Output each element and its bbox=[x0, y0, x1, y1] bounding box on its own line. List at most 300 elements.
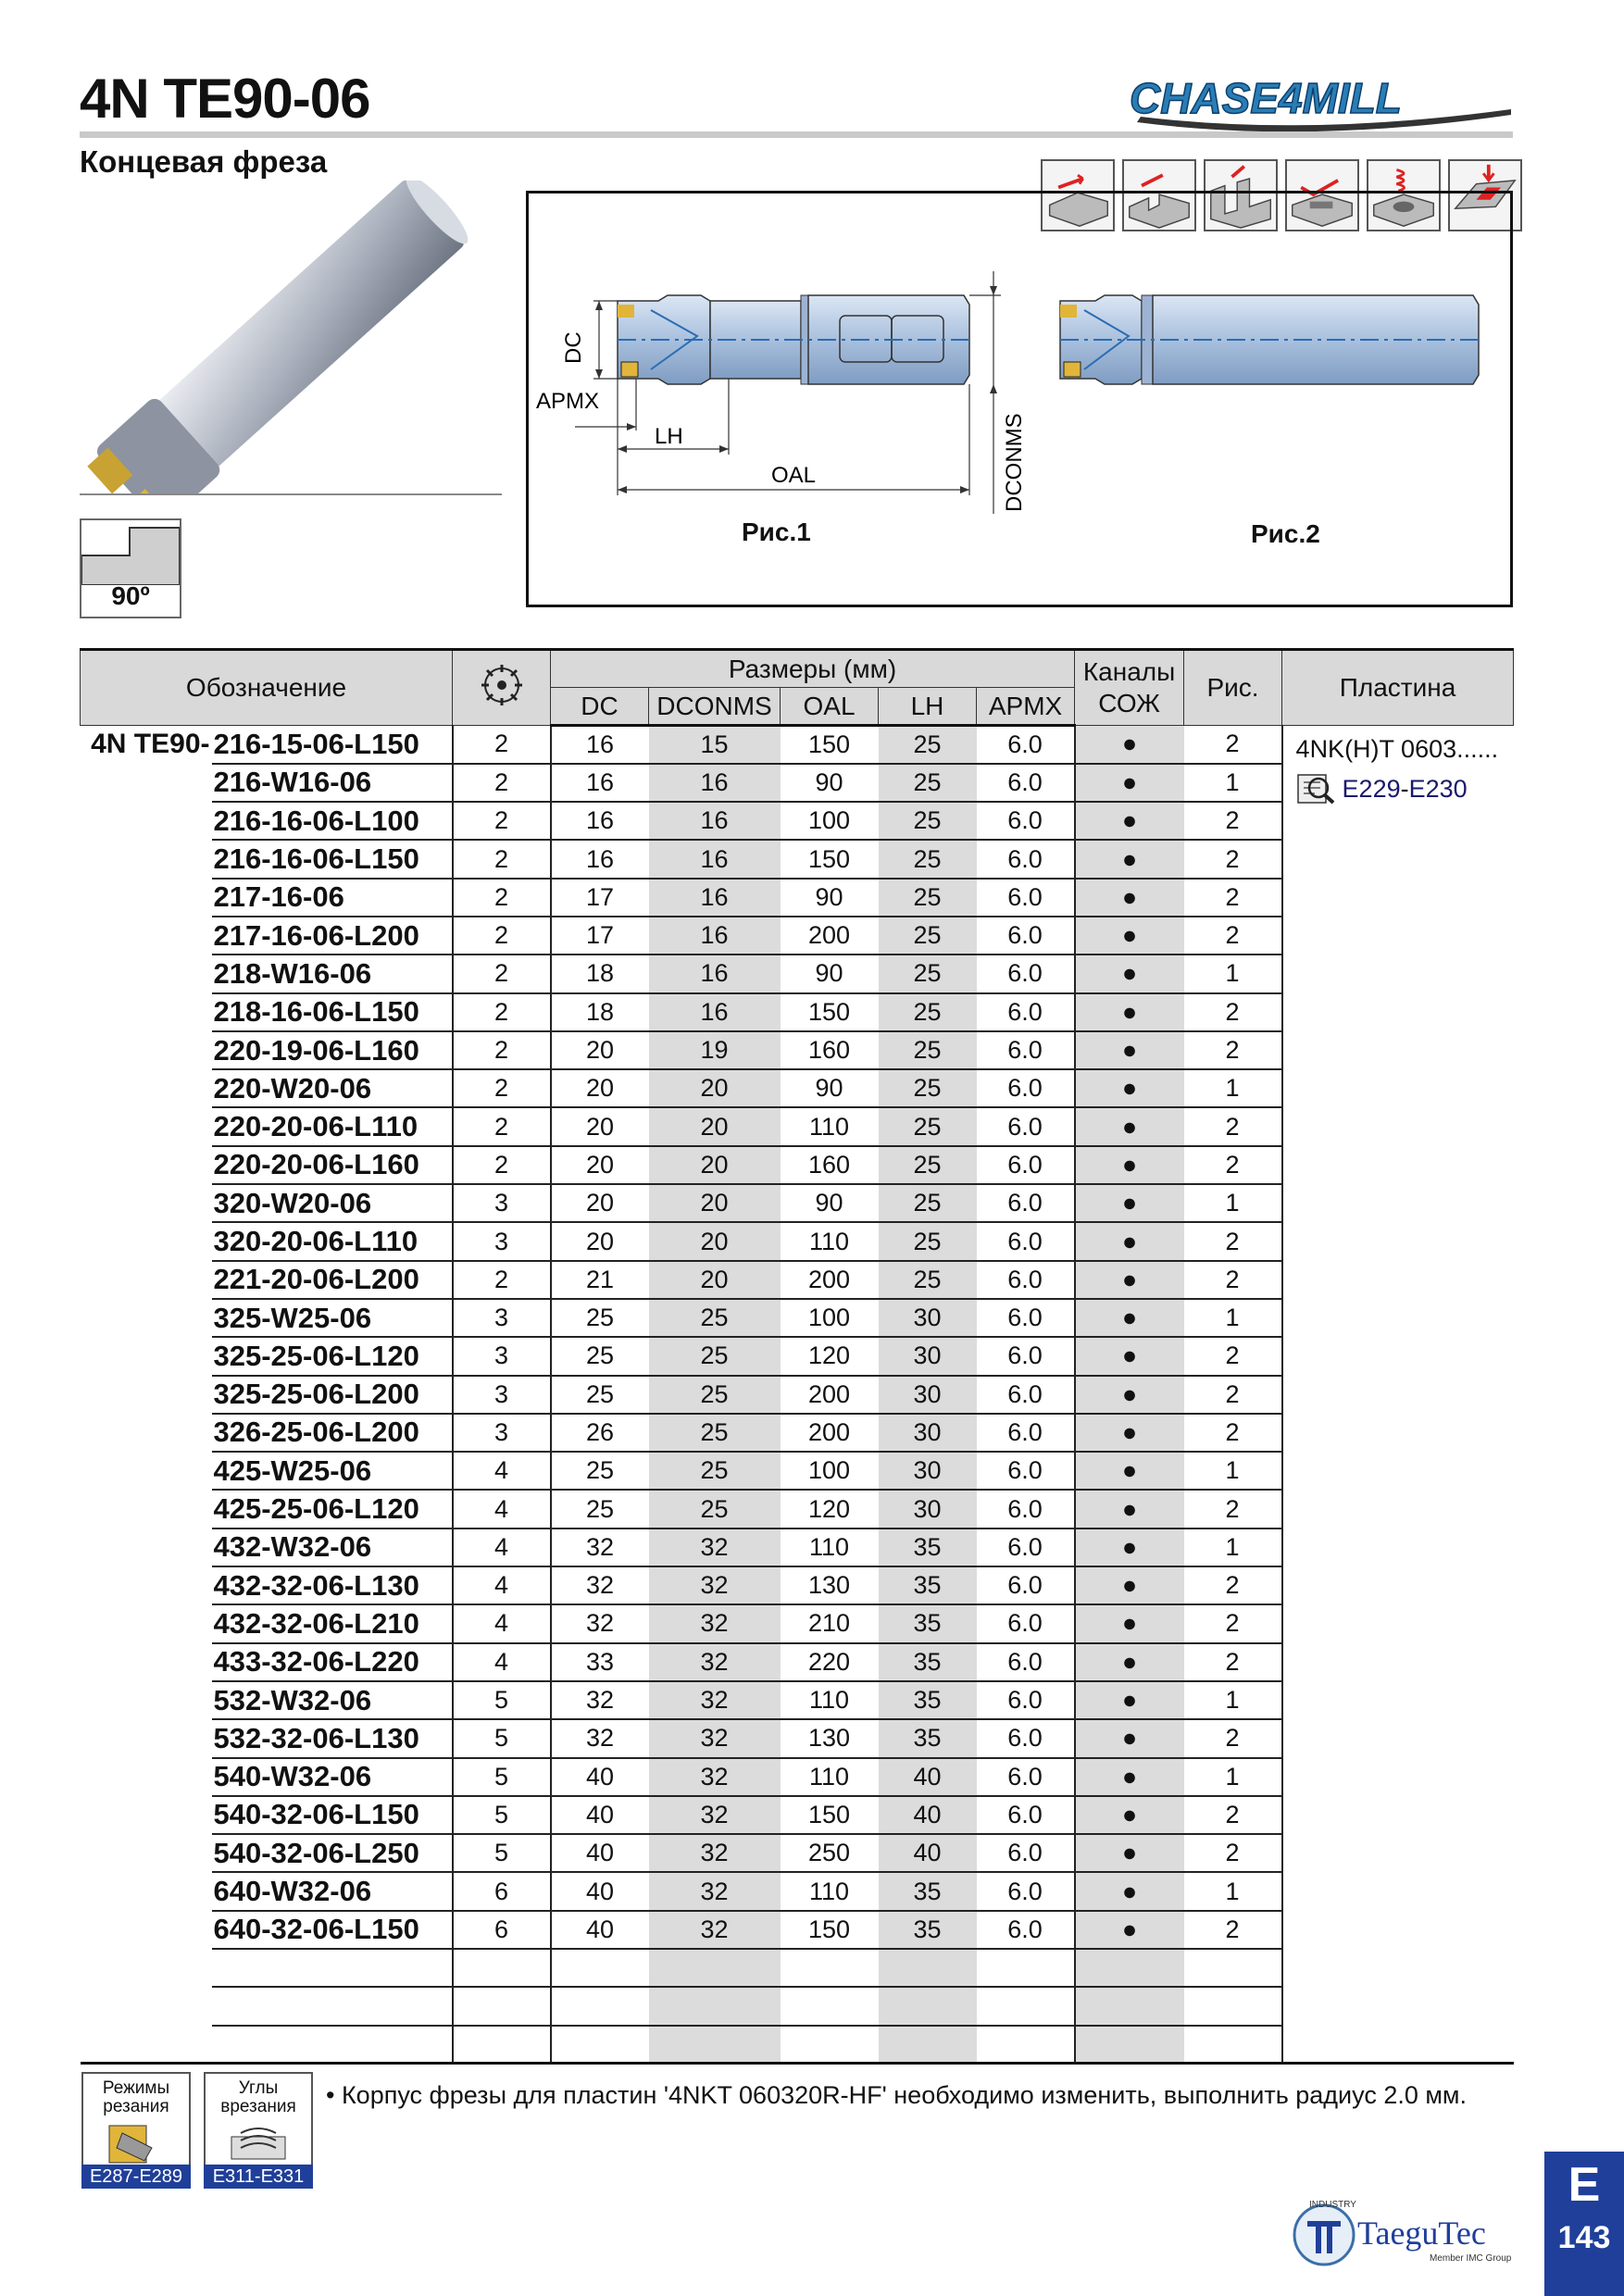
lh-cell: 25 bbox=[879, 1184, 977, 1222]
lh-cell: 35 bbox=[879, 1604, 977, 1642]
dc-cell: 40 bbox=[551, 1796, 649, 1834]
designation-code: 220-20-06-L110 bbox=[212, 1107, 453, 1145]
lh-cell: 35 bbox=[879, 1529, 977, 1566]
oal-cell: 160 bbox=[781, 1031, 879, 1069]
flutes-cell: 2 bbox=[453, 917, 551, 955]
fig-cell: 2 bbox=[1184, 802, 1282, 840]
designation-code: 216-15-06-L150 bbox=[212, 726, 453, 764]
oal-cell: 100 bbox=[781, 1299, 879, 1337]
page-title: 4N TE90-06 bbox=[80, 68, 370, 130]
flutes-cell bbox=[453, 2026, 551, 2064]
oal-cell: 150 bbox=[781, 1796, 879, 1834]
flutes-cell: 3 bbox=[453, 1222, 551, 1260]
fig-cell: 2 bbox=[1184, 1643, 1282, 1681]
title-divider bbox=[80, 131, 1513, 138]
designation-code: 216-W16-06 bbox=[212, 764, 453, 802]
oal-cell: 90 bbox=[781, 1069, 879, 1107]
fig-cell bbox=[1184, 1987, 1282, 2025]
designation-code: 320-20-06-L110 bbox=[212, 1222, 453, 1260]
col-flutes bbox=[453, 650, 551, 726]
dc-cell: 20 bbox=[551, 1146, 649, 1184]
cutting-data-label: Режимы резания bbox=[102, 2078, 170, 2116]
flutes-cell: 2 bbox=[453, 1031, 551, 1069]
dconms-cell: 32 bbox=[649, 1911, 781, 1949]
fig-cell: 2 bbox=[1184, 1031, 1282, 1069]
dconms-cell: 32 bbox=[649, 1529, 781, 1566]
designation-code bbox=[212, 1949, 453, 1987]
flutes-cell: 2 bbox=[453, 840, 551, 878]
designation-prefix bbox=[81, 917, 212, 955]
coolant-cell bbox=[1075, 2026, 1184, 2064]
flutes-cell bbox=[453, 1949, 551, 1987]
oal-cell: 130 bbox=[781, 1719, 879, 1757]
dc-cell: 16 bbox=[551, 840, 649, 878]
lh-cell: 30 bbox=[879, 1490, 977, 1528]
flutes-cell: 2 bbox=[453, 879, 551, 917]
fig-cell: 2 bbox=[1184, 726, 1282, 764]
dconms-cell: 16 bbox=[649, 764, 781, 802]
fig1-label: Рис.1 bbox=[742, 518, 811, 546]
dc-cell: 32 bbox=[551, 1566, 649, 1604]
dc-cell: 18 bbox=[551, 993, 649, 1031]
designation-prefix: 4N TE90- bbox=[91, 729, 210, 760]
fig-cell bbox=[1184, 1949, 1282, 1987]
designation-prefix bbox=[81, 1107, 212, 1145]
apmx-cell: 6.0 bbox=[977, 1452, 1075, 1490]
oal-cell: 150 bbox=[781, 1911, 879, 1949]
designation-code bbox=[212, 2026, 453, 2064]
lh-cell: 35 bbox=[879, 1643, 977, 1681]
col-lh: LH bbox=[879, 688, 977, 726]
angle-90-icon bbox=[81, 520, 180, 585]
footnote: • Корпус фрезы для пластин '4NKT 060320R-HF' необходимо изменить, выполнить радиус 2.0 мм. bbox=[326, 2081, 1467, 2109]
dconms-cell: 20 bbox=[649, 1146, 781, 1184]
lh-cell: 25 bbox=[879, 993, 977, 1031]
fig-cell: 2 bbox=[1184, 1261, 1282, 1299]
designation-code: 220-W20-06 bbox=[212, 1069, 453, 1107]
apmx-cell: 6.0 bbox=[977, 1337, 1075, 1375]
lh-cell: 30 bbox=[879, 1414, 977, 1452]
apmx-cell: 6.0 bbox=[977, 1604, 1075, 1642]
coolant-cell: ● bbox=[1075, 1872, 1184, 1910]
coolant-cell: ● bbox=[1075, 955, 1184, 992]
fig-cell: 2 bbox=[1184, 1719, 1282, 1757]
flutes-cell: 3 bbox=[453, 1299, 551, 1337]
designation-code: 325-W25-06 bbox=[212, 1299, 453, 1337]
flutes-cell: 3 bbox=[453, 1414, 551, 1452]
photo-divider bbox=[80, 493, 502, 495]
dc-cell: 16 bbox=[551, 802, 649, 840]
taegutec-logo bbox=[1291, 2196, 1526, 2270]
apmx-cell: 6.0 bbox=[977, 993, 1075, 1031]
dc-cell: 18 bbox=[551, 955, 649, 992]
dconms-cell: 15 bbox=[649, 726, 781, 764]
apmx-cell: 6.0 bbox=[977, 1643, 1075, 1681]
lh-cell: 25 bbox=[879, 1069, 977, 1107]
lh-cell: 40 bbox=[879, 1758, 977, 1796]
coolant-cell: ● bbox=[1075, 1604, 1184, 1642]
coolant-cell: ● bbox=[1075, 1069, 1184, 1107]
oal-cell: 90 bbox=[781, 955, 879, 992]
dconms-cell: 32 bbox=[649, 1796, 781, 1834]
oal-cell: 160 bbox=[781, 1146, 879, 1184]
flutes-cell: 4 bbox=[453, 1490, 551, 1528]
lh-cell: 25 bbox=[879, 1261, 977, 1299]
apmx-cell: 6.0 bbox=[977, 1222, 1075, 1260]
lh-cell: 40 bbox=[879, 1796, 977, 1834]
flutes-cell: 4 bbox=[453, 1643, 551, 1681]
dim-dc-label: DC bbox=[561, 331, 586, 364]
designation-code: 640-32-06-L150 bbox=[212, 1911, 453, 1949]
table-header-row-1 bbox=[81, 650, 1514, 688]
flutes-cell: 5 bbox=[453, 1834, 551, 1872]
fig-cell: 2 bbox=[1184, 1604, 1282, 1642]
fig-cell: 2 bbox=[1184, 840, 1282, 878]
apmx-cell: 6.0 bbox=[977, 802, 1075, 840]
coolant-cell: ● bbox=[1075, 1796, 1184, 1834]
insert-name: 4NK(H)T 0603...... bbox=[1295, 735, 1499, 763]
apmx-cell: 6.0 bbox=[977, 1031, 1075, 1069]
oal-cell: 110 bbox=[781, 1222, 879, 1260]
designation-code: 320-W20-06 bbox=[212, 1184, 453, 1222]
oal-cell: 90 bbox=[781, 764, 879, 802]
oal-cell: 120 bbox=[781, 1337, 879, 1375]
dconms-cell: 16 bbox=[649, 917, 781, 955]
dconms-cell: 16 bbox=[649, 955, 781, 992]
apmx-cell: 6.0 bbox=[977, 955, 1075, 992]
flutes-cell: 6 bbox=[453, 1911, 551, 1949]
apmx-cell: 6.0 bbox=[977, 1911, 1075, 1949]
apmx-cell: 6.0 bbox=[977, 1261, 1075, 1299]
oal-cell: 110 bbox=[781, 1758, 879, 1796]
oal-cell: 200 bbox=[781, 1414, 879, 1452]
lh-cell: 30 bbox=[879, 1337, 977, 1375]
dconms-cell: 32 bbox=[649, 1719, 781, 1757]
dconms-cell: 32 bbox=[649, 1834, 781, 1872]
designation-prefix bbox=[81, 1949, 212, 1987]
dc-cell: 25 bbox=[551, 1337, 649, 1375]
specifications-table bbox=[80, 648, 1514, 2065]
designation-prefix bbox=[81, 1337, 212, 1375]
dim-apmx-label: APMX bbox=[536, 389, 600, 414]
table-row bbox=[81, 726, 1514, 764]
dconms-cell: 25 bbox=[649, 1452, 781, 1490]
apmx-cell: 6.0 bbox=[977, 1414, 1075, 1452]
lh-cell: 25 bbox=[879, 1031, 977, 1069]
designation-prefix bbox=[81, 1261, 212, 1299]
dc-cell: 20 bbox=[551, 1222, 649, 1260]
dc-cell: 17 bbox=[551, 917, 649, 955]
coolant-cell: ● bbox=[1075, 917, 1184, 955]
oal-cell bbox=[781, 2026, 879, 2064]
flutes-cell: 2 bbox=[453, 764, 551, 802]
apmx-cell bbox=[977, 2026, 1075, 2064]
apmx-cell: 6.0 bbox=[977, 1299, 1075, 1337]
designation-prefix bbox=[81, 1452, 212, 1490]
insert-cell bbox=[1282, 726, 1514, 2064]
designation-code: 326-25-06-L200 bbox=[212, 1414, 453, 1452]
dconms-cell: 20 bbox=[649, 1184, 781, 1222]
oal-cell: 100 bbox=[781, 802, 879, 840]
designation-prefix bbox=[81, 1376, 212, 1414]
fig-cell: 1 bbox=[1184, 1184, 1282, 1222]
designation-code: 218-16-06-L150 bbox=[212, 993, 453, 1031]
dimension-drawing-frame bbox=[526, 191, 1513, 607]
flutes-cell: 2 bbox=[453, 993, 551, 1031]
flutes-cell: 2 bbox=[453, 726, 551, 764]
oal-cell: 150 bbox=[781, 840, 879, 878]
designation-code: 216-16-06-L150 bbox=[212, 840, 453, 878]
coolant-cell: ● bbox=[1075, 1261, 1184, 1299]
apmx-cell: 6.0 bbox=[977, 1566, 1075, 1604]
lh-cell: 35 bbox=[879, 1719, 977, 1757]
oal-cell: 200 bbox=[781, 1261, 879, 1299]
oal-cell: 220 bbox=[781, 1643, 879, 1681]
designation-code: 432-32-06-L130 bbox=[212, 1566, 453, 1604]
dc-cell: 40 bbox=[551, 1911, 649, 1949]
flutes-cell: 2 bbox=[453, 802, 551, 840]
oal-cell: 110 bbox=[781, 1529, 879, 1566]
apmx-cell: 6.0 bbox=[977, 1184, 1075, 1222]
coolant-cell: ● bbox=[1075, 1911, 1184, 1949]
flutes-cell: 3 bbox=[453, 1337, 551, 1375]
logo-text: CHASE4MILL bbox=[1130, 74, 1402, 122]
dconms-cell: 16 bbox=[649, 993, 781, 1031]
col-dconms: DCONMS bbox=[649, 688, 781, 726]
dc-cell: 25 bbox=[551, 1299, 649, 1337]
designation-code: 220-20-06-L160 bbox=[212, 1146, 453, 1184]
lh-cell: 35 bbox=[879, 1681, 977, 1719]
apmx-cell: 6.0 bbox=[977, 1529, 1075, 1566]
dconms-cell: 19 bbox=[649, 1031, 781, 1069]
flutes-cell: 4 bbox=[453, 1604, 551, 1642]
dconms-cell: 20 bbox=[649, 1261, 781, 1299]
oal-cell: 200 bbox=[781, 1376, 879, 1414]
fig-cell: 2 bbox=[1184, 1337, 1282, 1375]
fig-cell: 2 bbox=[1184, 1834, 1282, 1872]
lh-cell: 40 bbox=[879, 1834, 977, 1872]
lh-cell: 25 bbox=[879, 879, 977, 917]
col-sizes: Размеры (мм) bbox=[551, 650, 1075, 688]
dc-cell: 17 bbox=[551, 879, 649, 917]
insert-ref-sep: - bbox=[1400, 774, 1409, 803]
dconms-cell: 32 bbox=[649, 1872, 781, 1910]
designation-code: 216-16-06-L100 bbox=[212, 802, 453, 840]
brand-top-text: INDUSTRY bbox=[1309, 2200, 1356, 2210]
page-number: 143 bbox=[1557, 2220, 1611, 2255]
coolant-cell bbox=[1075, 1949, 1184, 1987]
designation-prefix bbox=[81, 1222, 212, 1260]
insert-reference[interactable] bbox=[1296, 771, 1514, 806]
fig-cell: 2 bbox=[1184, 993, 1282, 1031]
dc-cell: 25 bbox=[551, 1452, 649, 1490]
lh-cell bbox=[879, 1949, 977, 1987]
lh-cell: 25 bbox=[879, 917, 977, 955]
designation-prefix bbox=[81, 1643, 212, 1681]
table-body bbox=[81, 726, 1514, 2064]
flutes-cell: 2 bbox=[453, 1107, 551, 1145]
designation-code: 425-W25-06 bbox=[212, 1452, 453, 1490]
lh-cell: 25 bbox=[879, 840, 977, 878]
designation-prefix bbox=[81, 1719, 212, 1757]
dc-cell: 21 bbox=[551, 1261, 649, 1299]
designation-code: 540-W32-06 bbox=[212, 1758, 453, 1796]
col-coolant: Каналы СОЖ bbox=[1075, 650, 1184, 726]
brand-sub-text: Member IMC Group bbox=[1430, 2253, 1512, 2264]
oal-cell: 200 bbox=[781, 917, 879, 955]
flutes-cell: 4 bbox=[453, 1566, 551, 1604]
fig-cell: 1 bbox=[1184, 955, 1282, 992]
coolant-cell: ● bbox=[1075, 1299, 1184, 1337]
dc-cell: 40 bbox=[551, 1834, 649, 1872]
ramping-angles-ref: E311-E331 bbox=[204, 2165, 313, 2189]
fig-cell: 1 bbox=[1184, 1758, 1282, 1796]
coolant-cell: ● bbox=[1075, 802, 1184, 840]
dconms-cell: 25 bbox=[649, 1299, 781, 1337]
designation-code: 220-19-06-L160 bbox=[212, 1031, 453, 1069]
section-letter: E bbox=[1568, 2158, 1601, 2212]
fig-cell: 2 bbox=[1184, 1146, 1282, 1184]
apmx-cell: 6.0 bbox=[977, 1107, 1075, 1145]
angle-label: 90º bbox=[111, 581, 150, 610]
designation-code: 221-20-06-L200 bbox=[212, 1261, 453, 1299]
dconms-cell: 32 bbox=[649, 1643, 781, 1681]
apmx-cell: 6.0 bbox=[977, 1758, 1075, 1796]
dconms-cell: 32 bbox=[649, 1758, 781, 1796]
apmx-cell: 6.0 bbox=[977, 1681, 1075, 1719]
dconms-cell: 32 bbox=[649, 1604, 781, 1642]
oal-cell bbox=[781, 1949, 879, 1987]
apmx-cell: 6.0 bbox=[977, 840, 1075, 878]
designation-prefix bbox=[81, 1529, 212, 1566]
fig-cell: 1 bbox=[1184, 1299, 1282, 1337]
designation-code: 640-W32-06 bbox=[212, 1872, 453, 1910]
apmx-cell: 6.0 bbox=[977, 1146, 1075, 1184]
lh-cell: 25 bbox=[879, 802, 977, 840]
lh-cell: 25 bbox=[879, 1107, 977, 1145]
designation-code: 540-32-06-L150 bbox=[212, 1796, 453, 1834]
coolant-cell: ● bbox=[1075, 1566, 1184, 1604]
coolant-cell: ● bbox=[1075, 1758, 1184, 1796]
flutes-cell bbox=[453, 1987, 551, 2025]
dc-cell: 32 bbox=[551, 1719, 649, 1757]
fig-cell: 1 bbox=[1184, 1529, 1282, 1566]
apmx-cell: 6.0 bbox=[977, 1376, 1075, 1414]
coolant-cell: ● bbox=[1075, 993, 1184, 1031]
designation-code: 532-W32-06 bbox=[212, 1681, 453, 1719]
designation-code bbox=[212, 1987, 453, 2025]
coolant-cell: ● bbox=[1075, 764, 1184, 802]
designation-prefix bbox=[81, 2026, 212, 2064]
fig-cell: 2 bbox=[1184, 1222, 1282, 1260]
oal-cell: 150 bbox=[781, 993, 879, 1031]
designation-prefix bbox=[81, 1834, 212, 1872]
apmx-cell bbox=[977, 1987, 1075, 2025]
col-oal: OAL bbox=[781, 688, 879, 726]
ramping-angles-label: Углы врезания bbox=[220, 2078, 296, 2116]
designation-prefix bbox=[81, 1146, 212, 1184]
flutes-cell: 2 bbox=[453, 1146, 551, 1184]
insert-ref-end: E230 bbox=[1408, 774, 1468, 803]
flutes-cell: 5 bbox=[453, 1681, 551, 1719]
designation-prefix bbox=[81, 764, 212, 802]
dimension-drawing bbox=[529, 193, 1510, 605]
lh-cell bbox=[879, 1987, 977, 2025]
dc-cell: 32 bbox=[551, 1681, 649, 1719]
cutting-data-reference[interactable] bbox=[81, 2072, 191, 2189]
lh-cell: 25 bbox=[879, 764, 977, 802]
dc-cell bbox=[551, 2026, 649, 2064]
designation-prefix bbox=[81, 1796, 212, 1834]
fig-cell bbox=[1184, 2026, 1282, 2064]
coolant-cell: ● bbox=[1075, 1452, 1184, 1490]
coolant-cell: ● bbox=[1075, 1376, 1184, 1414]
insert-ref-start: E229 bbox=[1342, 774, 1401, 803]
oal-cell: 110 bbox=[781, 1107, 879, 1145]
fig-cell: 2 bbox=[1184, 1414, 1282, 1452]
dim-oal-label: OAL bbox=[771, 463, 817, 488]
dconms-cell: 25 bbox=[649, 1376, 781, 1414]
coolant-cell: ● bbox=[1075, 1337, 1184, 1375]
end-mill-photo bbox=[78, 181, 513, 495]
dc-cell: 25 bbox=[551, 1490, 649, 1528]
dconms-cell: 25 bbox=[649, 1414, 781, 1452]
designation-prefix bbox=[81, 1987, 212, 2025]
flutes-cell: 5 bbox=[453, 1796, 551, 1834]
dim-dconms-label: DCONMS bbox=[1002, 413, 1027, 512]
designation-prefix bbox=[81, 993, 212, 1031]
ramping-angles-icon bbox=[226, 2120, 291, 2166]
dc-cell: 20 bbox=[551, 1069, 649, 1107]
dconms-cell: 25 bbox=[649, 1490, 781, 1528]
chase4mill-logo bbox=[1122, 72, 1518, 131]
flutes-cell: 3 bbox=[453, 1184, 551, 1222]
lh-cell: 25 bbox=[879, 955, 977, 992]
coolant-cell: ● bbox=[1075, 1222, 1184, 1260]
dc-cell: 32 bbox=[551, 1604, 649, 1642]
fig2-label: Рис.2 bbox=[1251, 519, 1320, 548]
oal-cell: 90 bbox=[781, 1184, 879, 1222]
oal-cell: 150 bbox=[781, 726, 879, 764]
coolant-cell: ● bbox=[1075, 1529, 1184, 1566]
coolant-cell: ● bbox=[1075, 1834, 1184, 1872]
coolant-cell: ● bbox=[1075, 1643, 1184, 1681]
fig-cell: 2 bbox=[1184, 1490, 1282, 1528]
dc-cell: 16 bbox=[551, 764, 649, 802]
flutes-cell: 5 bbox=[453, 1758, 551, 1796]
designation-code: 433-32-06-L220 bbox=[212, 1643, 453, 1681]
lh-cell: 35 bbox=[879, 1566, 977, 1604]
designation-prefix bbox=[81, 1758, 212, 1796]
flutes-cell: 6 bbox=[453, 1872, 551, 1910]
fig-cell: 2 bbox=[1184, 1107, 1282, 1145]
dconms-cell: 20 bbox=[649, 1069, 781, 1107]
fig-cell: 1 bbox=[1184, 1452, 1282, 1490]
designation-code: 325-25-06-L200 bbox=[212, 1376, 453, 1414]
oal-cell: 90 bbox=[781, 879, 879, 917]
brand-text: TaeguTec bbox=[1357, 2215, 1486, 2252]
coolant-cell: ● bbox=[1075, 1031, 1184, 1069]
coolant-cell: ● bbox=[1075, 1107, 1184, 1145]
ramping-angles-reference[interactable] bbox=[204, 2072, 313, 2189]
dconms-cell: 16 bbox=[649, 879, 781, 917]
apmx-cell bbox=[977, 1949, 1075, 1987]
designation-code: 217-16-06 bbox=[212, 879, 453, 917]
dc-cell bbox=[551, 1949, 649, 1987]
dc-cell: 40 bbox=[551, 1872, 649, 1910]
apmx-cell: 6.0 bbox=[977, 879, 1075, 917]
page-subtitle: Концевая фреза bbox=[80, 144, 328, 179]
